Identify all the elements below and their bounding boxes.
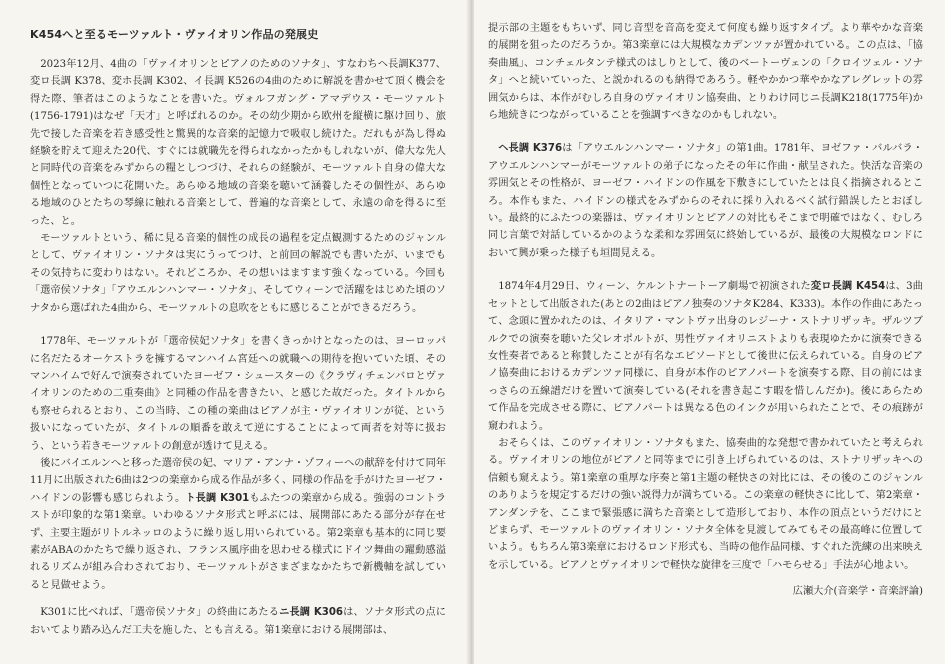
k301-body-text: もふたつの楽章から成る。強弱のコントラストが印象的な第1楽章。いわゆるソナタ形式と呼ぶには、展開部にあたる部分が存在せず、主要主題がリトルネッロのように繰り返し用いられている。第2楽章も基本的に同じ要素がABAのかたちで繰り返され、フランス風序曲を思わせる様式にドイツ舞曲の躍動感溢れるリズムが組み合わされており、モーツァルトがさまざまなかたちで新機軸を試していると見做せよう。: [30, 492, 446, 591]
k454-lead-text: 1874年4月29日、ウィーン、ケルントナートーア劇場で初演された: [498, 281, 811, 293]
paragraph-k301: [30, 455, 446, 594]
k454-work-title: 変ロ長調 K454: [810, 281, 886, 293]
k376-work-title: ヘ長調 K376: [498, 143, 563, 155]
left-page: [0, 0, 468, 664]
k301-work-title: ト長調 K301: [185, 492, 250, 504]
k301-lead-text: 後にバイエルンへと移った選帝侯の妃、マリア・アンナ・ゾフィーへの献辞を付けて同年11月に出版された6曲は2つの楽章から成る作品が多く、同様の作品を手がけたヨーゼフ・ハイドンの影響も感じられよう。: [30, 457, 446, 504]
paragraph-1778: 1778年、モーツァルトが「選帝侯妃ソナタ」を書くきっかけとなったのは、ヨーロッパに名だたるオーケストラを擁するマンハイム宮廷への就職への期待を抱いていた頃、そのマンハイムで好んで演奏されていたヨーゼフ・シュースターの《クラヴィチェンバロとヴァイオリンのための二重奏曲》と同種の作品を書きたい、と感じた故だった。タイトルからも察せられるとおり、この当時、この種の楽曲はピアノが主・ヴァイオリンが従、という扱いになっていたが、タイトルの順番を敢えて逆にすることによって両者を対等に扱おう、という若きモーツァルトの創意が透けて見える。: [30, 336, 446, 452]
article-title: K454へと至るモーツァルト・ヴァイオリン作品の発展史: [30, 28, 319, 41]
k454-body-text: は、3曲セットとして出版された(あとの2曲はピアノ独奏のソナタK284、K333)。本作の作曲にあたって、念頭に置かれたのは、イタリア・マントヴァ出身のレジーナ・ストナリザッキ。ザルツブルクでの演奏を聴いた父レオポルトが、男性ヴァイオリニストよりも表現ゆたかに演奏できる女性奏者であると称賛したことが有名なエピソードとして後世に伝えられている。自身のピアノ協奏曲におけるカデンツァ同様に、自身が本作のピアノパートを演奏する際、目の前にはまっさらの五線譜だけを置いて演奏している(それを書き起こす暇を惜しんだか)。後にあらためて作品を完成させる際に、ピアノパートは異なる色のインクが用いられたことで、その痕跡が窺われよう。: [488, 281, 923, 432]
k306-work-title: ニ長調 K306: [279, 607, 344, 619]
paragraph-k306-continued: 提示部の主題をもちいず、同じ音型を音高を変えて何度も繰り返すタイプ。より華やかな音楽的展開を狙ったのだろうか。第3楽章には大規模なカデンツァが置かれている。この点は、「協奏曲風」、コンチェルタンテ様式のはしりとして、後のベートーヴェンの「クロイツェル・ソナタ」へと続いていった、と説かれるのも納得であろう。軽やかかつ華やかなアレグレットの雰囲気からは、本作がむしろ自身のヴァイオリン協奏曲、とりわけ同じニ長調K218(1775年)から地続きにつながっていることを強調すべきなのかもしれない。: [488, 23, 923, 122]
paragraph-k306: [30, 604, 446, 639]
paragraph-k454: [488, 278, 923, 435]
paragraph-intro: 2023年12月、4曲の「ヴァイオリンとピアノのためのソナタ」、すなわちヘ長調K377、変ロ長調 K378、変ホ長調 K302、イ長調 K526の4曲のために解説を書かせて頂く機会を得た際、筆者はこのようなことを書いた。ヴォルフガング・アマデウス・モーツァルト(1756-1791)はなぜ「天才」と呼ばれるのか。その幼少期から欧州を縦横に駆け回り、旅先で接した音楽を若き感受性と驚異的な音楽的記憶力で吸収し続けた。だれもが為し得ぬ経験を貯えて迎えた20代、すぐには就職先を得られなかったかもしれないが、偉大な先人と同時代の音楽をみずからの糧としつづけ、それらの経験が、モーツァルト自身の偉大な個性となっていつに花開いた。あらゆる地域の音楽を聴いて涵養したその個性が、あらゆる地域のひとたちの琴線に触れる音楽として、普遍的な音楽として、永遠の命を得るに至った、と。: [30, 59, 446, 227]
k376-body-text: は「アウエルンハンマー・ソナタ」の第1曲。1781年、ヨゼファ・バルバラ・アウエルンハンマーがモーツァルトの弟子になったその年に作曲・献呈された。快活な音楽の雰囲気とその性格が、ヨーゼフ・ハイドンの作風を下敷きにしていたとは良く指摘されるところ。本作もまた、ハイドンの様式をみずからのそれに採り入れるべく試行錯誤したとおぼしい。最終的にふたつの楽器は、ヴァイオリンとピアノの対比もそこまで明確ではなく、むしろ同じ言葉で対話しているかのような柔和な雰囲気に終始しているが、最後の大規模なロンドにおいて興が乗った様子も垣間見える。: [488, 143, 923, 259]
paragraph-genre: モーツァルトという、稀に見る音楽的個性の成長の過程を定点観測するためのジャンルとして、ヴァイオリン・ソナタは実にうってつけ、と前回の解説でも書いたが、いまでもその気持ちに変わりはない。それどころか、その想いはますます強くなっている。今回も「選帝侯ソナタ」「アウエルンハンマー・ソナタ」、そしてウィーンで活躍をはじめた頃のソナタから選ばれた4曲から、モーツァルトの息吹をともに感じることができるだろう。: [30, 233, 446, 314]
k306-lead-text: K301に比べれば、「選帝侯ソナタ」の終曲にあたる: [40, 607, 280, 619]
right-page: [474, 0, 945, 664]
paragraph-k454-analysis: おそらくは、このヴァイオリン・ソナタもまた、協奏曲的な発想で書かれていたと考えられる。ヴァイオリンの地位がピアノと同等までに引き上げられているのは、ストナリザッキへの信頼も窺えよう。第1楽章の重厚な序奏と第1主題の軽快さの対比には、その後のこのジャンルのありようを規定するだけの強い説得力が満ちている。この楽章の軽快さに比して、第2楽章・アンダンテを、ここまで緊張感に満ちた音楽として造形しており、本作の頂点というだけにとどまらず、モーツァルトのヴァイオリン・ソナタ全体を見渡してみてもその最高峰に位置していよう。もちろん第3楽章におけるロンド形式も、当時の他作品同様、すぐれた洗練の出来映えを示している。ピアノとヴァイオリンで軽快な旋律を三度で「ハモらせる」手法が心地よい。: [488, 437, 923, 571]
k306-body-text: は、ソナタ形式の点においてより踏み込んだ工夫を施した、とも言える。第1楽章における展開部は、: [30, 607, 446, 636]
author-credit: 広瀬大介(音楽学・音楽評論): [792, 586, 923, 598]
paragraph-k376: [488, 140, 923, 262]
